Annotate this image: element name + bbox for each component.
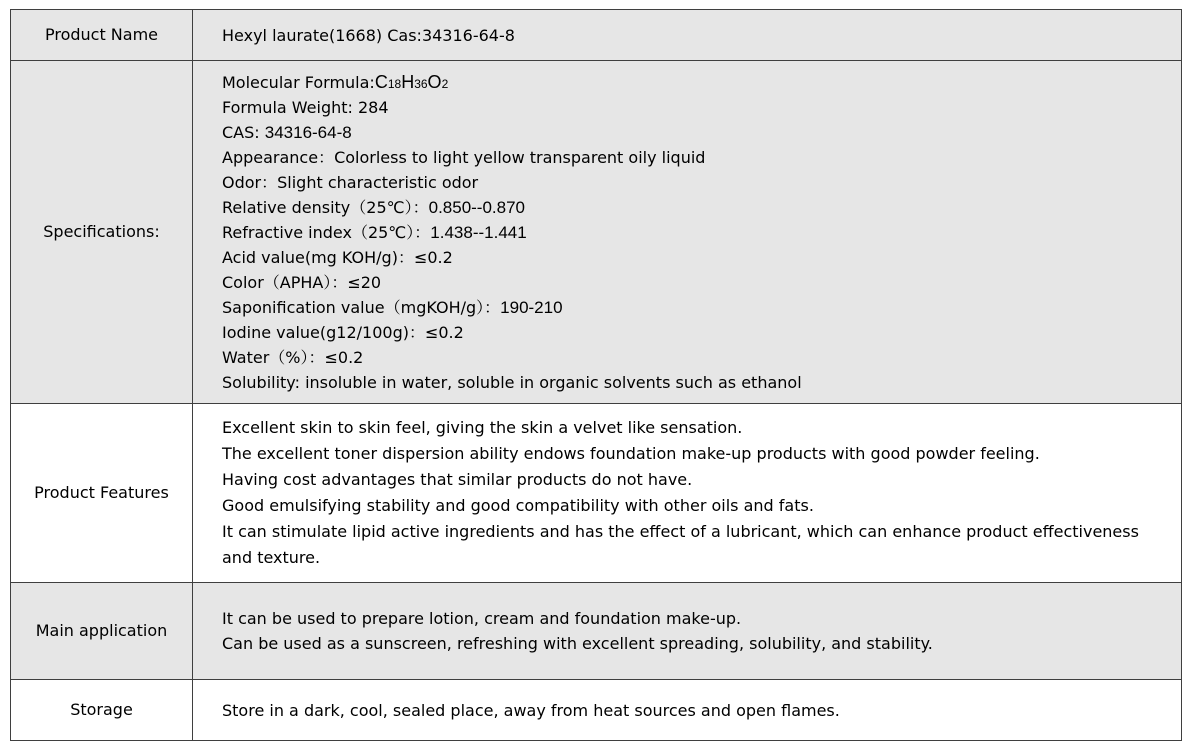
formula-o-count: 2: [441, 76, 449, 91]
product-features-label: Product Features: [11, 404, 193, 583]
storage-value: [193, 680, 1182, 741]
row-main-application: [11, 583, 1182, 680]
storage-text: Store in a dark, cool, sealed place, away from heat sources and open flames.: [222, 700, 840, 720]
main-application-value: [193, 583, 1182, 680]
relative-density-value: 0.850--0.870: [428, 197, 526, 217]
product-name-value: [193, 10, 1182, 61]
main-application-label: Main application: [11, 583, 193, 680]
row-product-name: [11, 10, 1182, 61]
row-specifications: [11, 61, 1182, 404]
water: Water（%）：≤0.2: [222, 347, 364, 367]
iodine-value: Iodine value(g12/100g)：≤0.2: [222, 322, 464, 342]
product-name-text: Hexyl laurate(1668) Cas:34316-64-8: [222, 25, 515, 45]
application-item: Can be used as a sunscreen, refreshing with excellent spreading, solubility, and stability.: [222, 634, 933, 653]
molecular-formula: [222, 70, 1157, 95]
formula-h-count: 36: [414, 76, 428, 91]
acid-value: Acid value(mg KOH/g)：≤0.2: [222, 247, 453, 267]
specification-table: [10, 9, 1182, 741]
feature-item: It can stimulate lipid active ingredients and has the effect of a lubricant, which can enhance product effectiveness and texture.: [222, 522, 1139, 567]
formula-c: C: [374, 71, 388, 92]
saponification-label: Saponification value（mgKOH/g）：: [222, 297, 501, 317]
refractive-index: [222, 220, 1157, 245]
refractive-index-label: Refractive index（25℃）：: [222, 222, 431, 242]
color-apha: Color（APHA）：≤20: [222, 272, 382, 292]
product-features-value: [193, 404, 1182, 583]
formula-c-count: 18: [387, 76, 402, 91]
specifications-label: Specifications:: [11, 61, 193, 404]
storage-label: Storage: [11, 680, 193, 741]
row-storage: [11, 680, 1182, 741]
feature-item: The excellent toner dispersion ability endows foundation make-up products with good powder feeling.: [222, 444, 1040, 463]
refractive-index-value: 1.438--1.441: [430, 222, 527, 242]
cas-label: CAS:: [222, 122, 265, 142]
cas: [222, 120, 1157, 145]
appearance: Appearance：Colorless to light yellow transparent oily liquid: [222, 147, 706, 167]
odor: Odor：Slight characteristic odor: [222, 172, 479, 192]
row-product-features: [11, 404, 1182, 583]
formula-h: H: [401, 71, 415, 92]
feature-item: Excellent skin to skin feel, giving the skin a velvet like sensation.: [222, 418, 743, 437]
molecular-formula-label: Molecular Formula:: [222, 72, 375, 92]
feature-item: Having cost advantages that similar products do not have.: [222, 470, 693, 489]
specifications-value: [193, 61, 1182, 404]
cas-value: 34316-64-8: [264, 122, 352, 142]
saponification-value: [222, 295, 1157, 320]
formula-weight: Formula Weight: 284: [222, 97, 389, 117]
solubility: Solubility: insoluble in water, soluble in organic solvents such as ethanol: [222, 372, 802, 392]
formula-o: O: [427, 71, 442, 92]
feature-item: Good emulsifying stability and good compatibility with other oils and fats.: [222, 496, 814, 515]
application-item: It can be used to prepare lotion, cream and foundation make-up.: [222, 609, 742, 628]
product-name-label: Product Name: [11, 10, 193, 61]
relative-density: [222, 195, 1157, 220]
saponification-number: 190-210: [500, 297, 563, 317]
relative-density-label: Relative density（25℃）：: [222, 197, 429, 217]
